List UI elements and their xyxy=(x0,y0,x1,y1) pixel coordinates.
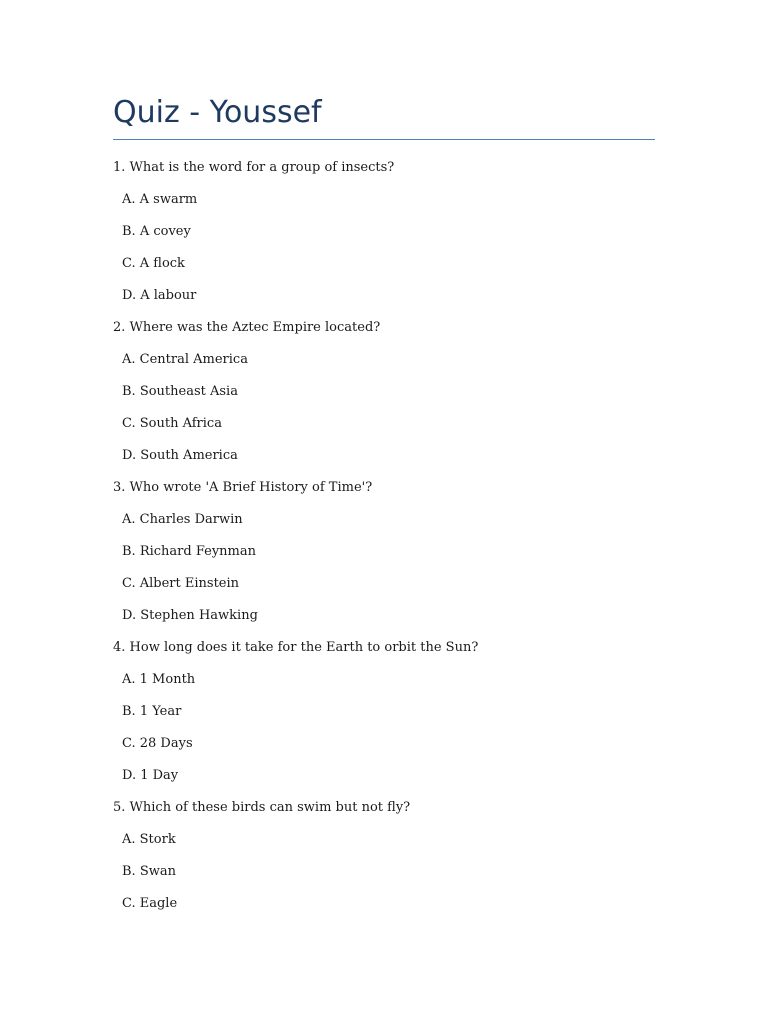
question-block xyxy=(113,319,655,465)
answer-option: C. 28 Days xyxy=(122,736,193,751)
answer-option: B. Richard Feynman xyxy=(122,544,257,559)
answer-option: B. Southeast Asia xyxy=(122,384,238,399)
question-block xyxy=(113,639,655,785)
answer-option: D. South America xyxy=(122,448,238,463)
answer-option: D. A labour xyxy=(122,288,197,303)
answer-option: D. Stephen Hawking xyxy=(122,608,258,623)
answer-option: D. 1 Day xyxy=(122,768,179,783)
answer-option: A. A swarm xyxy=(122,192,198,207)
question-text: 1. What is the word for a group of insects? xyxy=(113,160,395,175)
document-title: Quiz - Youssef xyxy=(113,95,322,130)
question-text: 2. Where was the Aztec Empire located? xyxy=(113,320,381,335)
answer-option: C. Albert Einstein xyxy=(122,576,240,591)
question-text: 5. Which of these birds can swim but not fly? xyxy=(113,800,411,815)
question-text: 3. Who wrote 'A Brief History of Time'? xyxy=(113,480,373,495)
answer-option: A. Central America xyxy=(122,352,248,367)
answer-option: C. A flock xyxy=(122,256,185,271)
answer-option: A. Stork xyxy=(122,832,176,847)
answer-option: B. Swan xyxy=(122,864,176,879)
question-block xyxy=(113,159,655,305)
answer-option: C. Eagle xyxy=(122,896,178,911)
question-text: 4. How long does it take for the Earth to orbit the Sun? xyxy=(113,640,479,655)
answer-option: A. 1 Month xyxy=(122,672,196,687)
answer-option: C. South Africa xyxy=(122,416,222,431)
answer-option: B. 1 Year xyxy=(122,704,182,719)
quiz-body xyxy=(113,159,655,927)
question-block xyxy=(113,799,655,913)
answer-option: B. A covey xyxy=(122,224,191,239)
question-block xyxy=(113,479,655,625)
answer-option: A. Charles Darwin xyxy=(122,512,243,527)
title-underline xyxy=(113,139,655,140)
